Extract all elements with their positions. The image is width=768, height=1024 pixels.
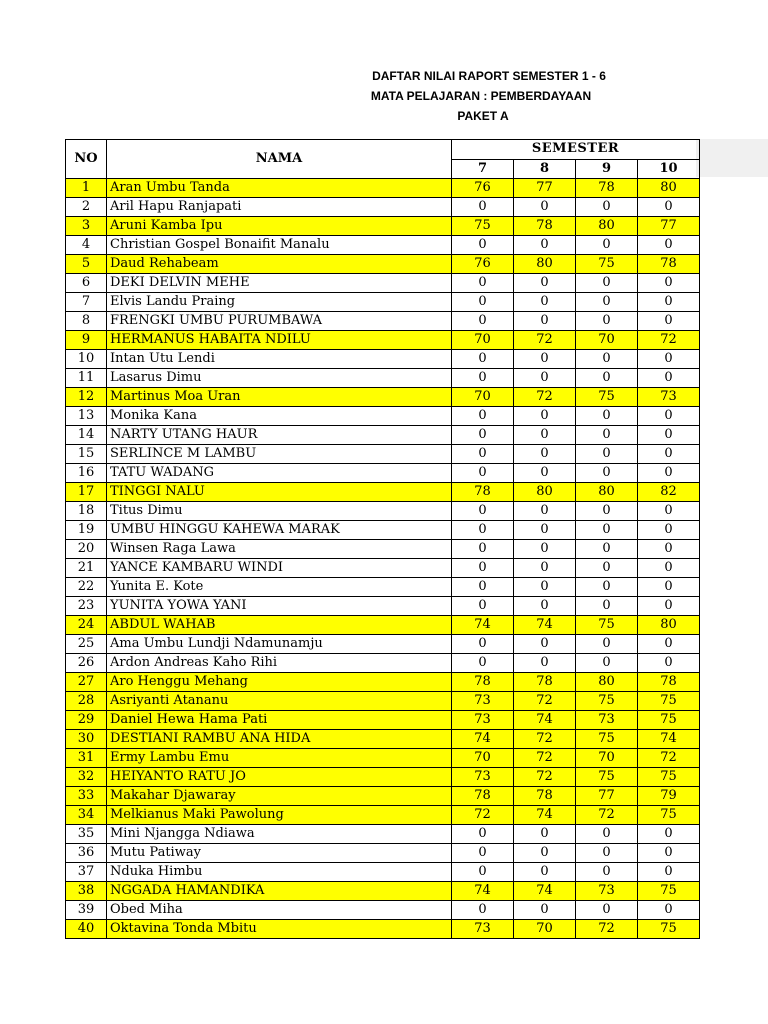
table-row [66,312,700,331]
student-name: Asriyanti Atananu [107,692,452,711]
table-row [66,768,700,787]
grade-semester-10: 82 [638,483,700,502]
table-row [66,730,700,749]
table-row [66,293,700,312]
grade-semester-10: 0 [638,350,700,369]
table-row [66,749,700,768]
table-row [66,711,700,730]
grade-semester-9: 0 [576,464,638,483]
grade-semester-10: 0 [638,901,700,920]
grade-semester-8: 74 [514,711,576,730]
table-row [66,198,700,217]
table-row [66,483,700,502]
grade-semester-8: 0 [514,236,576,255]
grade-semester-10: 0 [638,521,700,540]
student-name: DESTIANI RAMBU ANA HIDA [107,730,452,749]
student-name: Martinus Moa Uran [107,388,452,407]
row-number: 20 [66,540,107,559]
row-number: 39 [66,901,107,920]
grade-semester-9: 75 [576,768,638,787]
grade-semester-8: 0 [514,597,576,616]
student-name: Winsen Raga Lawa [107,540,452,559]
student-name: Makahar Djawaray [107,787,452,806]
student-name: SERLINCE M LAMBU [107,445,452,464]
column-header-semester-9: 9 [576,159,638,179]
table-row [66,616,700,635]
grade-semester-9: 0 [576,635,638,654]
grade-semester-7: 73 [452,920,514,939]
student-name: Nduka Himbu [107,863,452,882]
grade-semester-7: 70 [452,331,514,350]
row-number: 3 [66,217,107,236]
row-number: 8 [66,312,107,331]
student-name: Intan Utu Lendi [107,350,452,369]
grade-semester-8: 0 [514,198,576,217]
grade-semester-7: 0 [452,312,514,331]
table-row [66,825,700,844]
sheet-background-strip [696,139,768,177]
grade-semester-7: 0 [452,426,514,445]
student-name: Titus Dimu [107,502,452,521]
student-name: YANCE KAMBARU WINDI [107,559,452,578]
table-row [66,179,700,198]
row-number: 33 [66,787,107,806]
grade-semester-10: 0 [638,426,700,445]
row-number: 40 [66,920,107,939]
row-number: 6 [66,274,107,293]
grade-semester-9: 73 [576,882,638,901]
grade-semester-8: 77 [514,179,576,198]
row-number: 37 [66,863,107,882]
student-name: Aran Umbu Tanda [107,179,452,198]
table-row [66,426,700,445]
grade-semester-10: 0 [638,863,700,882]
title-line-1: DAFTAR NILAI RAPORT SEMESTER 1 - 6 [372,69,606,83]
table-row [66,217,700,236]
row-number: 10 [66,350,107,369]
grade-semester-8: 0 [514,521,576,540]
grade-semester-7: 70 [452,388,514,407]
grade-semester-8: 0 [514,540,576,559]
grade-semester-7: 0 [452,350,514,369]
student-name: ABDUL WAHAB [107,616,452,635]
grade-semester-9: 73 [576,711,638,730]
grade-semester-7: 0 [452,901,514,920]
grade-semester-9: 0 [576,312,638,331]
table-row [66,692,700,711]
grade-semester-8: 74 [514,882,576,901]
table-row [66,806,700,825]
grade-semester-10: 0 [638,312,700,331]
grades-table [65,139,700,939]
grade-semester-7: 0 [452,654,514,673]
grade-semester-7: 73 [452,692,514,711]
grade-semester-7: 0 [452,407,514,426]
grade-semester-8: 72 [514,730,576,749]
grade-semester-7: 78 [452,787,514,806]
grade-semester-8: 72 [514,331,576,350]
grade-semester-8: 0 [514,635,576,654]
grade-semester-7: 0 [452,502,514,521]
grade-semester-10: 77 [638,217,700,236]
grade-semester-7: 75 [452,217,514,236]
grade-semester-7: 73 [452,711,514,730]
grade-semester-10: 0 [638,198,700,217]
student-name: Mini Njangga Ndiawa [107,825,452,844]
student-name: Aro Henggu Mehang [107,673,452,692]
grade-semester-9: 75 [576,730,638,749]
student-name: FRENGKI UMBU PURUMBAWA [107,312,452,331]
grade-semester-9: 75 [576,692,638,711]
grade-semester-8: 0 [514,502,576,521]
table-row [66,654,700,673]
grade-semester-10: 0 [638,236,700,255]
grade-semester-10: 0 [638,559,700,578]
grade-semester-8: 74 [514,616,576,635]
grade-semester-8: 78 [514,217,576,236]
grade-semester-8: 0 [514,445,576,464]
grade-semester-10: 0 [638,578,700,597]
grade-semester-7: 0 [452,236,514,255]
student-name: Aril Hapu Ranjapati [107,198,452,217]
row-number: 18 [66,502,107,521]
grade-semester-7: 0 [452,825,514,844]
grade-semester-8: 72 [514,768,576,787]
grade-semester-10: 78 [638,255,700,274]
column-header-semester: SEMESTER [452,140,700,160]
table-row [66,255,700,274]
student-name: Mutu Patiway [107,844,452,863]
title-line-3: PAKET A [457,109,509,123]
row-number: 34 [66,806,107,825]
grade-semester-10: 0 [638,369,700,388]
grade-semester-7: 74 [452,882,514,901]
row-number: 12 [66,388,107,407]
row-number: 14 [66,426,107,445]
column-header-no: NO [66,140,107,179]
grade-semester-8: 72 [514,692,576,711]
grade-semester-9: 0 [576,407,638,426]
student-name: Daud Rehabeam [107,255,452,274]
row-number: 30 [66,730,107,749]
row-number: 16 [66,464,107,483]
student-name: Lasarus Dimu [107,369,452,388]
grade-semester-9: 0 [576,350,638,369]
grade-semester-7: 0 [452,274,514,293]
grade-semester-8: 0 [514,901,576,920]
grade-semester-7: 0 [452,521,514,540]
grade-semester-9: 0 [576,540,638,559]
grade-semester-8: 0 [514,863,576,882]
grade-semester-9: 72 [576,920,638,939]
row-number: 21 [66,559,107,578]
row-number: 25 [66,635,107,654]
grade-semester-8: 72 [514,388,576,407]
row-number: 5 [66,255,107,274]
grade-semester-8: 0 [514,578,576,597]
grade-semester-8: 0 [514,426,576,445]
grade-semester-7: 76 [452,255,514,274]
grade-semester-8: 0 [514,350,576,369]
table-row [66,559,700,578]
row-number: 28 [66,692,107,711]
row-number: 9 [66,331,107,350]
grade-semester-8: 0 [514,844,576,863]
column-header-nama: NAMA [107,140,452,179]
grade-semester-8: 0 [514,293,576,312]
row-number: 29 [66,711,107,730]
grade-semester-7: 78 [452,673,514,692]
table-row [66,502,700,521]
row-number: 2 [66,198,107,217]
student-name: Obed Miha [107,901,452,920]
row-number: 22 [66,578,107,597]
table-row [66,844,700,863]
row-number: 35 [66,825,107,844]
student-name: Christian Gospel Bonaifit Manalu [107,236,452,255]
grade-semester-10: 72 [638,331,700,350]
grade-semester-10: 0 [638,464,700,483]
grade-semester-8: 0 [514,559,576,578]
table-row [66,521,700,540]
student-name: NGGADA HAMANDIKA [107,882,452,901]
grade-semester-9: 0 [576,274,638,293]
grade-semester-10: 73 [638,388,700,407]
student-name: TINGGI NALU [107,483,452,502]
grade-semester-9: 72 [576,806,638,825]
grade-semester-8: 0 [514,274,576,293]
grade-semester-7: 0 [452,578,514,597]
table-row [66,787,700,806]
grade-semester-7: 76 [452,179,514,198]
table-row [66,901,700,920]
grade-semester-9: 0 [576,369,638,388]
grade-semester-9: 75 [576,388,638,407]
grade-semester-9: 0 [576,236,638,255]
grade-semester-7: 0 [452,559,514,578]
grade-semester-10: 75 [638,768,700,787]
grade-semester-9: 80 [576,217,638,236]
grade-semester-8: 0 [514,464,576,483]
student-name: Oktavina Tonda Mbitu [107,920,452,939]
table-row [66,673,700,692]
grade-semester-10: 0 [638,540,700,559]
table-row [66,635,700,654]
grade-semester-9: 75 [576,616,638,635]
table-row [66,540,700,559]
grade-semester-9: 0 [576,293,638,312]
grade-semester-10: 0 [638,597,700,616]
grade-semester-9: 78 [576,179,638,198]
grade-semester-7: 0 [452,863,514,882]
column-header-semester-10: 10 [638,159,700,179]
grade-semester-9: 0 [576,863,638,882]
student-name: Melkianus Maki Pawolung [107,806,452,825]
grade-semester-7: 72 [452,806,514,825]
row-number: 13 [66,407,107,426]
grade-semester-8: 0 [514,407,576,426]
grade-semester-9: 0 [576,502,638,521]
grade-semester-10: 79 [638,787,700,806]
grade-semester-10: 0 [638,293,700,312]
table-row [66,274,700,293]
grade-semester-9: 0 [576,559,638,578]
grade-semester-7: 0 [452,540,514,559]
grade-semester-8: 72 [514,749,576,768]
row-number: 24 [66,616,107,635]
grade-semester-7: 73 [452,768,514,787]
grade-semester-7: 0 [452,198,514,217]
table-row [66,597,700,616]
student-name: Ardon Andreas Kaho Rihi [107,654,452,673]
grade-semester-7: 70 [452,749,514,768]
grade-semester-8: 78 [514,787,576,806]
table-row [66,350,700,369]
grade-semester-7: 0 [452,597,514,616]
table-row [66,388,700,407]
row-number: 17 [66,483,107,502]
student-name: HERMANUS HABAITA NDILU [107,331,452,350]
student-name: Ama Umbu Lundji Ndamunamju [107,635,452,654]
column-header-semester-8: 8 [514,159,576,179]
row-number: 4 [66,236,107,255]
grade-semester-7: 0 [452,293,514,312]
table-row [66,464,700,483]
grade-semester-9: 0 [576,901,638,920]
row-number: 19 [66,521,107,540]
student-name: NARTY UTANG HAUR [107,426,452,445]
grade-semester-8: 80 [514,255,576,274]
grade-semester-10: 75 [638,882,700,901]
grade-semester-10: 75 [638,920,700,939]
grade-semester-8: 0 [514,825,576,844]
row-number: 7 [66,293,107,312]
table-row [66,863,700,882]
row-number: 11 [66,369,107,388]
row-number: 31 [66,749,107,768]
table-row [66,882,700,901]
grade-semester-10: 75 [638,806,700,825]
grade-semester-10: 72 [638,749,700,768]
grade-semester-7: 78 [452,483,514,502]
grade-semester-9: 80 [576,483,638,502]
grade-semester-10: 80 [638,179,700,198]
row-number: 23 [66,597,107,616]
grade-semester-8: 78 [514,673,576,692]
student-name: UMBU HINGGU KAHEWA MARAK [107,521,452,540]
student-name: Elvis Landu Praing [107,293,452,312]
grade-semester-10: 0 [638,844,700,863]
grade-semester-7: 0 [452,464,514,483]
table-row [66,445,700,464]
grade-semester-7: 0 [452,844,514,863]
column-header-semester-7: 7 [452,159,514,179]
grade-semester-9: 0 [576,578,638,597]
grade-semester-9: 0 [576,597,638,616]
document-header [0,66,768,126]
row-number: 26 [66,654,107,673]
grade-semester-9: 0 [576,844,638,863]
row-number: 27 [66,673,107,692]
table-row [66,407,700,426]
grade-semester-10: 74 [638,730,700,749]
student-name: Monika Kana [107,407,452,426]
grade-semester-9: 70 [576,331,638,350]
grade-semester-8: 74 [514,806,576,825]
row-number: 38 [66,882,107,901]
table-row [66,236,700,255]
grade-semester-10: 0 [638,825,700,844]
grade-semester-8: 80 [514,483,576,502]
title-line-2: MATA PELAJARAN : PEMBERDAYAAN [370,89,592,103]
grade-semester-10: 0 [638,274,700,293]
grade-semester-9: 75 [576,255,638,274]
grade-semester-9: 0 [576,825,638,844]
row-number: 15 [66,445,107,464]
table-row [66,578,700,597]
row-number: 36 [66,844,107,863]
grade-semester-7: 74 [452,730,514,749]
grade-semester-9: 70 [576,749,638,768]
grade-semester-7: 0 [452,369,514,388]
grade-semester-9: 0 [576,445,638,464]
table-row [66,331,700,350]
grade-semester-9: 77 [576,787,638,806]
grade-semester-9: 0 [576,426,638,445]
student-name: Yunita E. Kote [107,578,452,597]
grade-semester-10: 78 [638,673,700,692]
grade-semester-7: 0 [452,635,514,654]
student-name: TATU WADANG [107,464,452,483]
grade-semester-8: 0 [514,654,576,673]
grade-semester-9: 0 [576,521,638,540]
student-name: Daniel Hewa Hama Pati [107,711,452,730]
grade-semester-10: 80 [638,616,700,635]
grade-semester-10: 0 [638,445,700,464]
grade-semester-8: 70 [514,920,576,939]
grade-semester-8: 0 [514,312,576,331]
grade-semester-10: 0 [638,635,700,654]
grade-semester-10: 0 [638,654,700,673]
student-name: YUNITA YOWA YANI [107,597,452,616]
grade-semester-9: 0 [576,654,638,673]
table-row [66,920,700,939]
grade-semester-8: 0 [514,369,576,388]
student-name: HEIYANTO RATU JO [107,768,452,787]
grade-semester-10: 0 [638,407,700,426]
grade-semester-7: 74 [452,616,514,635]
grade-semester-9: 80 [576,673,638,692]
grade-semester-7: 0 [452,445,514,464]
student-name: DEKI DELVIN MEHE [107,274,452,293]
student-name: Ermy Lambu Emu [107,749,452,768]
row-number: 1 [66,179,107,198]
student-name: Aruni Kamba Ipu [107,217,452,236]
grade-semester-10: 75 [638,692,700,711]
grade-semester-10: 0 [638,502,700,521]
row-number: 32 [66,768,107,787]
grade-semester-10: 75 [638,711,700,730]
table-row [66,369,700,388]
grade-semester-9: 0 [576,198,638,217]
